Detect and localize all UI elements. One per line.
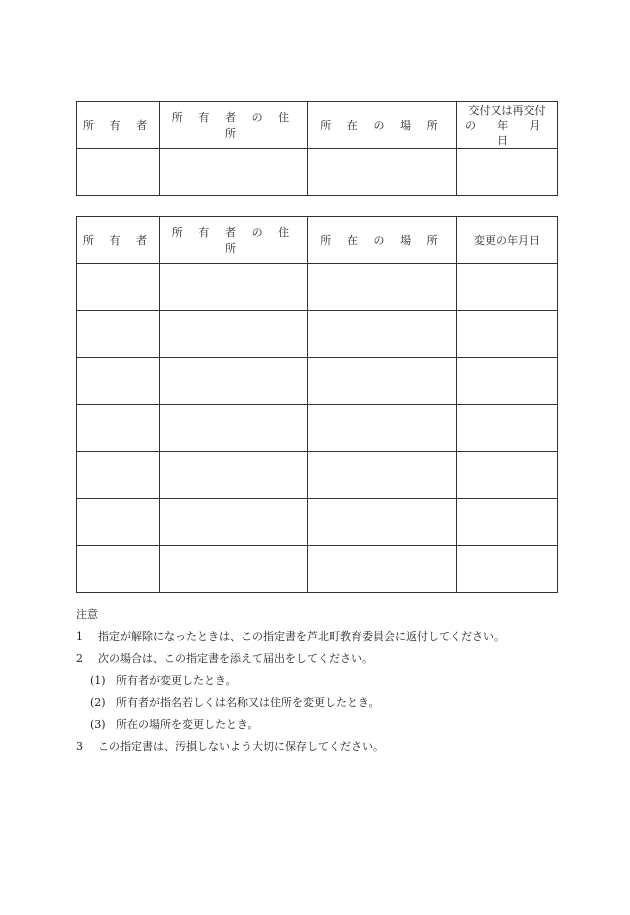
note-number: 1 [76, 630, 83, 643]
location-header: 所 在 の 場 所 [308, 102, 457, 149]
owner-address-cell[interactable] [160, 149, 308, 196]
issue-date-header-line2: の 年 月 日 [465, 118, 549, 147]
note-sub-item [76, 692, 576, 714]
change-header-row [77, 217, 558, 264]
owner-cell[interactable] [77, 311, 160, 358]
location-header: 所 在 の 場 所 [308, 217, 457, 264]
note-sub-text: 所有者が変更したとき。 [116, 674, 237, 687]
change-table [76, 216, 558, 593]
owner-cell[interactable] [77, 264, 160, 311]
location-cell[interactable] [308, 149, 457, 196]
location-cell[interactable] [308, 452, 457, 499]
change-date-cell[interactable] [457, 499, 558, 546]
location-cell[interactable] [308, 405, 457, 452]
note-sub-number: (3) [90, 718, 106, 731]
change-entry-row [77, 546, 558, 593]
note-sub-item [76, 670, 576, 692]
note-sub-number: (1) [90, 674, 106, 687]
owner-cell[interactable] [77, 546, 160, 593]
note-text: 指定が解除になったときは、この指定書を芦北町教育委員会に返付してください。 [98, 630, 505, 643]
change-date-cell[interactable] [457, 264, 558, 311]
notes-title: 注意 [76, 608, 98, 621]
change-entry-row [77, 405, 558, 452]
owner-cell[interactable] [77, 452, 160, 499]
owner-address-cell[interactable] [160, 358, 308, 405]
owner-cell[interactable] [77, 499, 160, 546]
note-sub-number: (2) [90, 696, 106, 709]
issuance-table [76, 101, 558, 196]
note-sub-text: 所在の場所を変更したとき。 [116, 718, 259, 731]
note-sub-text: 所有者が指名若しくは名称又は住所を変更したとき。 [116, 696, 380, 709]
owner-address-cell[interactable] [160, 546, 308, 593]
note-item [76, 626, 576, 648]
owner-cell[interactable] [77, 405, 160, 452]
note-text: この指定書は、汚損しないよう大切に保存してください。 [98, 740, 384, 753]
owner-address-cell[interactable] [160, 405, 308, 452]
note-item [76, 648, 576, 670]
change-date-cell[interactable] [457, 452, 558, 499]
change-date-header: 変更の年月日 [457, 217, 558, 264]
owner-cell[interactable] [77, 358, 160, 405]
issue-date-header [457, 102, 558, 149]
change-entry-row [77, 499, 558, 546]
change-entry-row [77, 452, 558, 499]
location-cell[interactable] [308, 499, 457, 546]
owner-address-header: 所 有 者 の 住 所 [160, 217, 308, 264]
owner-address-cell[interactable] [160, 264, 308, 311]
owner-cell[interactable] [77, 149, 160, 196]
note-number: 3 [76, 740, 83, 753]
change-date-cell[interactable] [457, 311, 558, 358]
change-date-cell[interactable] [457, 546, 558, 593]
note-number: 2 [76, 652, 83, 665]
owner-header: 所 有 者 [77, 102, 160, 149]
location-cell[interactable] [308, 546, 457, 593]
owner-address-cell[interactable] [160, 499, 308, 546]
owner-address-header: 所 有 者 の 住 所 [160, 102, 308, 149]
change-entry-row [77, 358, 558, 405]
owner-address-cell[interactable] [160, 452, 308, 499]
change-date-cell[interactable] [457, 358, 558, 405]
issue-date-cell[interactable] [457, 149, 558, 196]
location-cell[interactable] [308, 264, 457, 311]
notes-section [76, 604, 576, 758]
location-cell[interactable] [308, 358, 457, 405]
owner-header: 所 有 者 [77, 217, 160, 264]
issuance-entry-row [77, 149, 558, 196]
change-date-cell[interactable] [457, 405, 558, 452]
change-entry-row [77, 311, 558, 358]
change-entry-row [77, 264, 558, 311]
owner-address-cell[interactable] [160, 311, 308, 358]
location-cell[interactable] [308, 311, 457, 358]
issuance-header-row [77, 102, 558, 149]
note-text: 次の場合は、この指定書を添えて届出をしてください。 [98, 652, 373, 665]
note-sub-item [76, 714, 576, 736]
issue-date-header-line1: 交付又は再交付 [468, 103, 546, 117]
note-item [76, 736, 576, 758]
